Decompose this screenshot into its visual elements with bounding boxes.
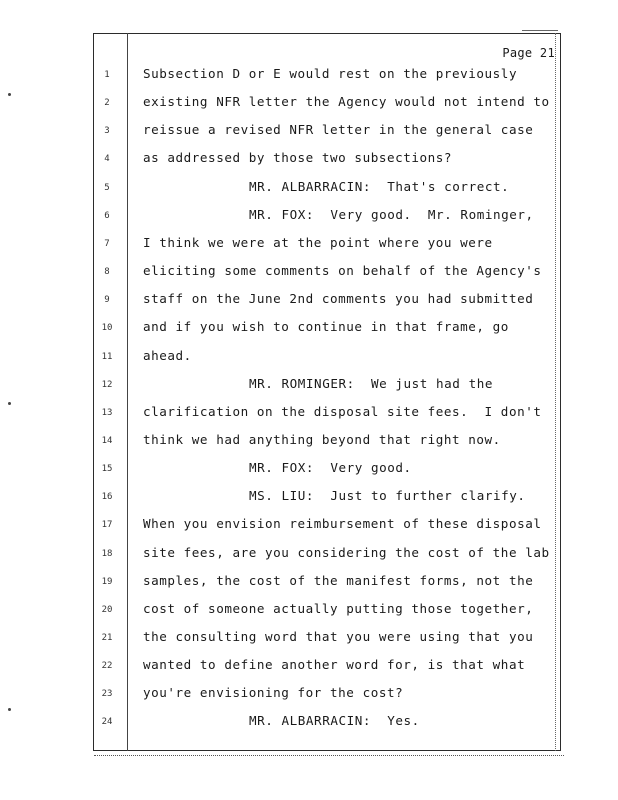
transcript-line <box>0 460 618 488</box>
line-text: existing NFR letter the Agency would not intend to <box>143 94 550 110</box>
transcript-line <box>0 601 618 629</box>
transcript-line <box>0 150 618 178</box>
transcript-line <box>0 376 618 404</box>
line-text: cost of someone actually putting those together, <box>143 600 534 616</box>
transcript-line <box>0 545 618 573</box>
line-text: reissue a revised NFR letter in the general case <box>143 122 534 138</box>
transcript-line <box>0 348 618 376</box>
transcript-line <box>0 122 618 150</box>
line-number: 5 <box>104 182 110 193</box>
line-text: I think we were at the point where you were <box>143 234 493 250</box>
line-text: staff on the June 2nd comments you had submitted <box>143 291 534 307</box>
transcript-line <box>0 179 618 207</box>
line-number: 9 <box>104 295 110 306</box>
line-number: 14 <box>101 435 113 446</box>
line-number: 24 <box>101 717 113 728</box>
line-number: 18 <box>101 548 113 559</box>
line-number: 8 <box>104 267 110 278</box>
line-text: the consulting word that you were using that you <box>143 629 534 644</box>
line-text: Subsection D or E would rest on the previously <box>143 66 518 81</box>
line-number: 17 <box>101 520 113 531</box>
transcript-line <box>0 629 618 657</box>
transcript-line <box>0 291 618 319</box>
transcript-line <box>0 207 618 235</box>
line-number: 6 <box>104 210 110 221</box>
top-edge-rule <box>522 30 558 31</box>
line-number: 15 <box>101 464 113 475</box>
transcript-line <box>0 94 618 122</box>
line-text: and if you wish to continue in that frame, go <box>143 319 509 335</box>
transcript-line <box>0 573 618 601</box>
transcript-line <box>0 235 618 263</box>
transcript-line <box>0 713 618 741</box>
transcript-line <box>0 657 618 685</box>
line-number: 2 <box>104 98 110 109</box>
transcript-line <box>0 66 618 94</box>
line-number: 13 <box>101 407 113 418</box>
line-number: 12 <box>101 379 113 390</box>
transcript-line <box>0 516 618 544</box>
transcript-line <box>0 432 618 460</box>
line-number: 22 <box>101 661 113 672</box>
line-number: 16 <box>101 492 113 503</box>
transcript-line <box>0 404 618 432</box>
line-text: clarification on the disposal site fees. I don't <box>143 403 542 419</box>
transcript-line <box>0 488 618 516</box>
line-text: wanted to define another word for, is that what <box>143 657 526 673</box>
line-text: you're envisioning for the cost? <box>143 685 404 701</box>
line-text: MS. LIU: Just to further clarify. <box>249 488 526 504</box>
line-text: samples, the cost of the manifest forms, not the <box>143 572 534 588</box>
line-text: eliciting some comments on behalf of the Agency's <box>143 263 542 279</box>
line-text: as addressed by those two subsections? <box>143 150 453 166</box>
line-text: When you envision reimbursement of these disposal <box>143 516 542 532</box>
page-number: Page 21 <box>502 46 555 60</box>
line-text: ahead. <box>143 347 192 363</box>
transcript-line <box>0 685 618 713</box>
transcript-line <box>0 319 618 347</box>
line-text: site fees, are you considering the cost of the lab <box>143 544 550 560</box>
line-text: MR. ROMINGER: We just had the <box>249 375 493 391</box>
line-number: 20 <box>101 604 113 615</box>
line-number: 11 <box>101 351 113 362</box>
line-number: 4 <box>104 154 110 165</box>
line-text: MR. FOX: Very good. Mr. Rominger, <box>249 206 534 222</box>
line-text: MR. ALBARRACIN: Yes. <box>249 713 420 729</box>
line-number: 19 <box>101 576 113 587</box>
line-text: MR. FOX: Very good. <box>249 460 412 476</box>
line-number: 1 <box>104 70 110 80</box>
line-number: 23 <box>101 689 113 700</box>
transcript-line <box>0 263 618 291</box>
line-number: 3 <box>104 126 110 137</box>
line-number: 10 <box>101 323 113 334</box>
line-number: 7 <box>104 238 110 249</box>
line-text: MR. ALBARRACIN: That's correct. <box>249 178 510 194</box>
line-text: think we had anything beyond that right now. <box>143 431 501 447</box>
line-number: 21 <box>101 633 113 643</box>
